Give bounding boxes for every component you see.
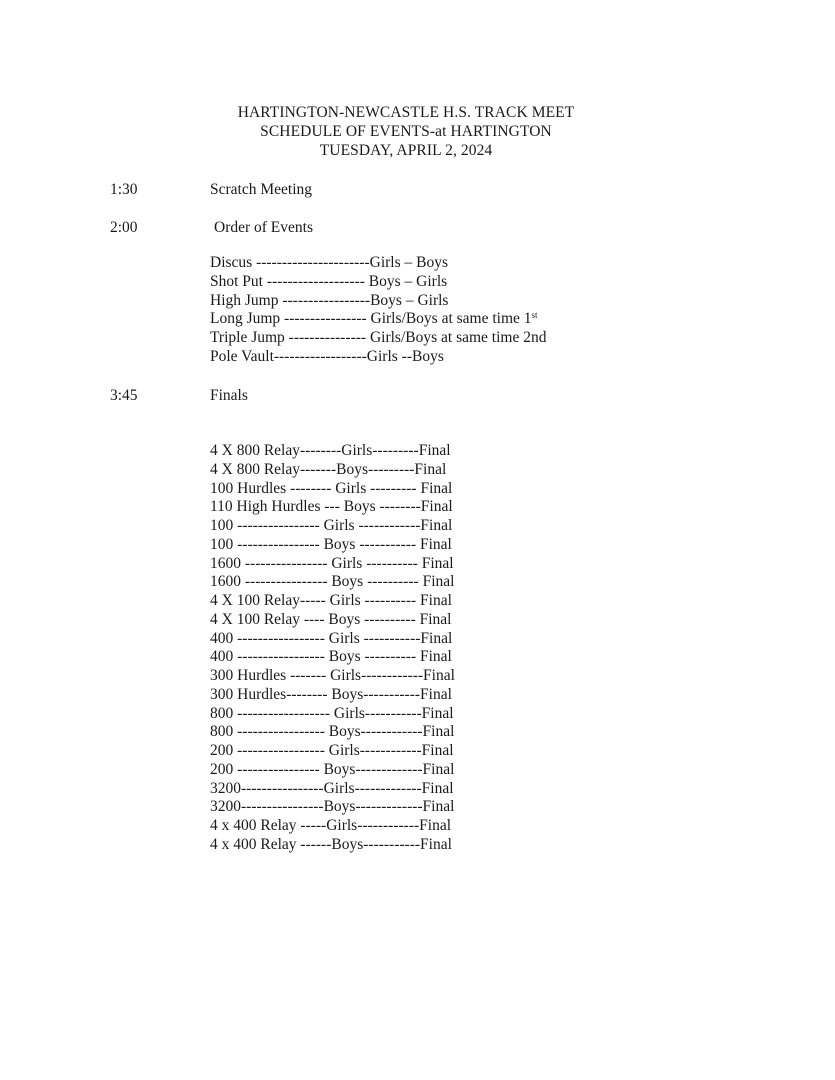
final-event-line: 1600 ---------------- Girls ---------- Final [210,554,454,572]
field-event-line: Triple Jump --------------- Girls/Boys at same time 2nd [210,329,547,347]
header-title: HARTINGTON-NEWCASTLE H.S. TRACK MEET [237,104,575,121]
document-header [0,103,812,160]
scratch-meeting-time: 1:30 [110,181,138,198]
final-event-line: 4 x 400 Relay ------Boys-----------Final [210,835,452,853]
final-event-line: 4 X 800 Relay--------Girls---------Final [210,442,451,459]
finals-time: 3:45 [110,387,138,404]
field-event-line: Discus ----------------------Girls – Boys [210,254,448,271]
final-event-line: 3200----------------Girls-------------Final [210,779,454,797]
final-event-line: 4 X 100 Relay ---- Boys ---------- Final [210,610,452,628]
final-event-line: 3200----------------Boys-------------Final [210,798,455,816]
final-event-line: 100 ---------------- Girls ------------Final [210,517,453,534]
field-events-list [210,254,546,367]
finals-label: Finals [210,387,248,404]
final-event-line: 200 ----------------- Girls------------Final [210,742,454,759]
final-event-line: 100 ---------------- Boys ----------- Final [210,535,452,553]
final-event-line: 4 x 400 Relay -----Girls------------Final [210,817,452,834]
long-jump-text: Long Jump ---------------- Girls/Boys at same time 1 [210,310,532,328]
field-event-line [210,310,546,329]
field-event-line: Pole Vault------------------Girls --Boys [210,347,444,365]
final-event-line: 800 ----------------- Boys------------Final [210,723,455,741]
final-event-line: 100 Hurdles -------- Girls --------- Final [210,479,453,497]
final-event-line: 800 ------------------ Girls-----------Final [210,704,454,722]
field-event-line: High Jump -----------------Boys – Girls [210,291,449,309]
field-event-line: Shot Put ------------------- Boys – Girls [210,272,448,290]
final-event-line: 400 ----------------- Girls -----------Final [210,629,453,647]
scratch-meeting-label: Scratch Meeting [210,181,313,198]
order-of-events-label: Order of Events [214,219,313,236]
final-event-line: 400 ----------------- Boys ---------- Final [210,648,452,666]
header-subtitle: SCHEDULE OF EVENTS-at HARTINGTON [260,123,552,140]
order-of-events-time: 2:00 [110,219,138,236]
final-event-line: 4 X 800 Relay-------Boys---------Final [210,460,447,478]
final-event-line: 300 Hurdles ------- Girls------------Final [210,667,455,684]
final-event-line: 4 X 100 Relay----- Girls ---------- Final [210,592,452,609]
final-event-line: 200 ---------------- Boys-------------Final [210,760,455,778]
final-event-line: 110 High Hurdles --- Boys --------Final [210,498,453,516]
ordinal-suffix: st [531,310,538,321]
finals-events-list [210,442,455,855]
header-date: TUESDAY, APRIL 2, 2024 [319,142,493,159]
final-event-line: 1600 ---------------- Boys ---------- Final [210,573,455,591]
final-event-line: 300 Hurdles-------- Boys-----------Final [210,685,452,703]
